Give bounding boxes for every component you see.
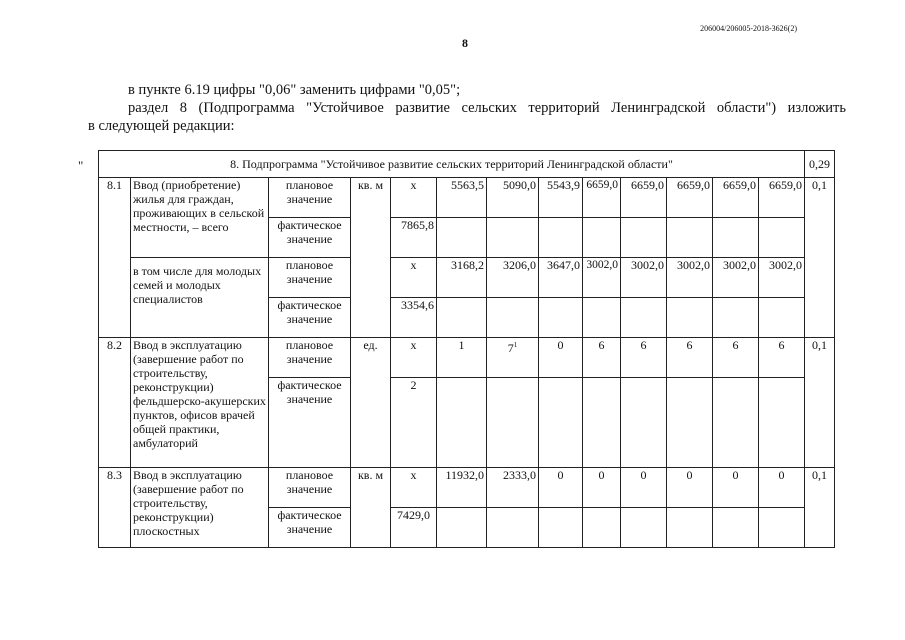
value-cell: 3002,0: [713, 258, 759, 298]
paragraph-1: в пункте 6.19 цифры "0,06" заменить цифрами "0,05";: [128, 82, 461, 98]
unit: кв. м: [351, 178, 391, 338]
indicator-name: Ввод в эксплуатацию (завершение работ по строительству, реконструкции) фельдшерско-акушерских пунктов, офисов врачей общей практики, амбулаторий: [131, 338, 269, 468]
value-cell: 0: [713, 468, 759, 508]
value-cell: 0: [583, 468, 621, 508]
indicator-name: Ввод в эксплуатацию (завершение работ по строительству, реконструкции) плоскостных: [131, 468, 269, 548]
value-cell: 3002,0: [667, 258, 713, 298]
indicator-name: в том числе для молодых семей и молодых специалистов: [131, 258, 269, 338]
indicator-weight: 0,1: [805, 178, 835, 338]
indicator-weight: 0,1: [805, 468, 835, 548]
open-quote-mark: ": [78, 158, 84, 173]
table-row: [99, 258, 835, 298]
value-cell: 7429,0: [391, 508, 437, 548]
value-cell: 5563,5: [437, 178, 487, 218]
value-cell: 6: [713, 338, 759, 378]
plan-label: плановое значение: [269, 258, 351, 298]
value-cell: 2: [391, 378, 437, 468]
value-text: 7: [507, 341, 514, 355]
value-cell: 6: [583, 338, 621, 378]
fact-label: фактическое значение: [269, 378, 351, 468]
plan-label: плановое значение: [269, 178, 351, 218]
value-cell: х: [391, 178, 437, 218]
unit: ед.: [351, 338, 391, 468]
fact-label: фактическое значение: [269, 298, 351, 338]
value-cell: 0: [539, 338, 583, 378]
value-cell: 6: [759, 338, 805, 378]
value-cell: х: [391, 338, 437, 378]
value-cell: [487, 338, 539, 378]
value-cell: 0: [759, 468, 805, 508]
value-cell: 3002,0: [621, 258, 667, 298]
value-cell: х: [391, 468, 437, 508]
value-cell: 6659,0: [713, 178, 759, 218]
value-cell: 0: [539, 468, 583, 508]
plan-label: плановое значение: [269, 468, 351, 508]
value-cell: 3647,0: [539, 258, 583, 298]
value-cell: 3002,0: [759, 258, 805, 298]
value-cell: 6659,0: [583, 178, 621, 218]
value-cell: 3354,6: [391, 298, 437, 338]
subprogram-weight: 0,29: [805, 151, 835, 178]
table-row: [99, 178, 835, 218]
table-row: [99, 338, 835, 378]
value-cell: 0: [621, 468, 667, 508]
footnote-mark: 1: [513, 341, 518, 349]
value-cell: 5543,9: [539, 178, 583, 218]
document-id: 206004/206005-2018-3626(2): [700, 24, 797, 33]
indicator-weight: 0,1: [805, 338, 835, 468]
value-cell: 6: [621, 338, 667, 378]
fact-label: фактическое значение: [269, 218, 351, 258]
row-number: 8.3: [99, 468, 131, 548]
unit: кв. м: [351, 468, 391, 548]
table-header-row: [99, 151, 835, 178]
value-cell: 6: [667, 338, 713, 378]
paragraph-2: раздел 8 (Подпрограмма "Устойчивое развитие сельских территорий Ленинградской области") изложить: [128, 100, 846, 116]
value-cell: 1: [437, 338, 487, 378]
subprogram-title: 8. Подпрограмма "Устойчивое развитие сельских территорий Ленинградской области": [99, 151, 805, 178]
value-cell: х: [391, 258, 437, 298]
row-number: 8.1: [99, 178, 131, 338]
fact-label: фактическое значение: [269, 508, 351, 548]
row-number: 8.2: [99, 338, 131, 468]
value-cell: 7865,8: [391, 218, 437, 258]
paragraph-3: в следующей редакции:: [88, 118, 235, 134]
value-cell: 3168,2: [437, 258, 487, 298]
indicator-name: Ввод (приобретение) жилья для граждан, проживающих в сельской местности, – всего: [131, 178, 269, 258]
table-row: [99, 468, 835, 508]
value-cell: 5090,0: [487, 178, 539, 218]
page-number: 8: [462, 36, 468, 50]
value-cell: 6659,0: [759, 178, 805, 218]
value-cell: 0: [667, 468, 713, 508]
indicators-table: [98, 150, 835, 548]
value-cell: 3002,0: [583, 258, 621, 298]
value-cell: 6659,0: [667, 178, 713, 218]
value-cell: 2333,0: [487, 468, 539, 508]
plan-label: плановое значение: [269, 338, 351, 378]
value-cell: 11932,0: [437, 468, 487, 508]
value-cell: 3206,0: [487, 258, 539, 298]
value-cell: 6659,0: [621, 178, 667, 218]
